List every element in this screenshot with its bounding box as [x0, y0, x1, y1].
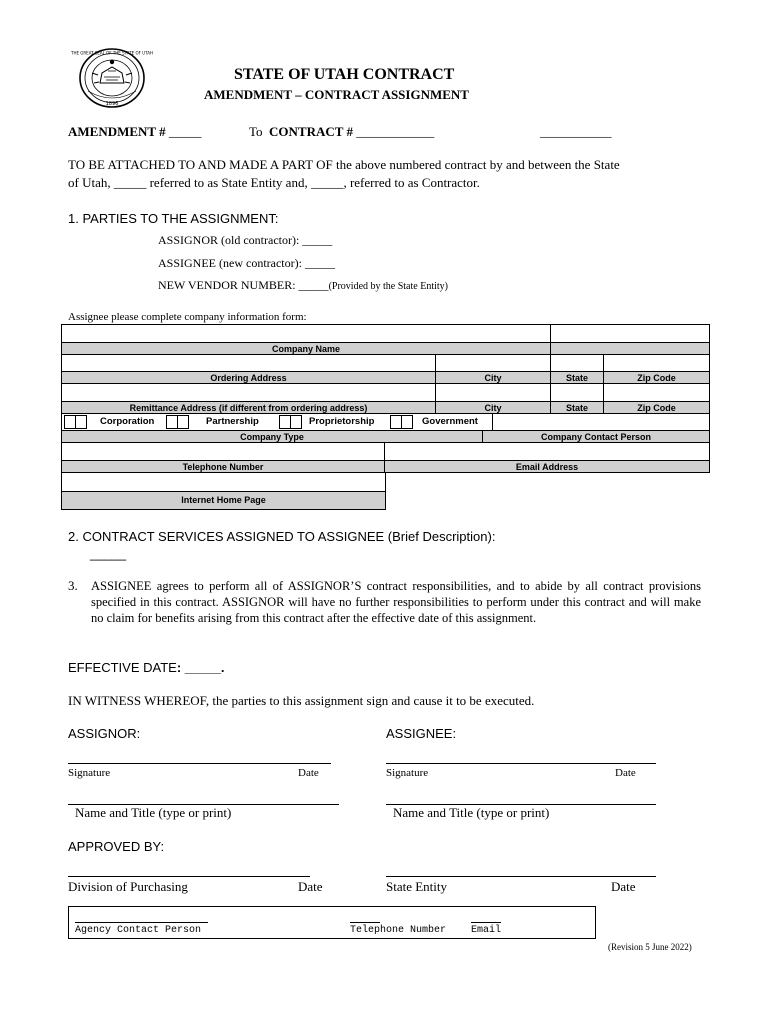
assignor-signature-line[interactable]	[68, 763, 331, 764]
contact-person-input[interactable]	[492, 413, 710, 431]
remittance-address-input[interactable]	[61, 383, 436, 402]
witness-statement: IN WITNESS WHEREOF, the parties to this assignment sign and cause it to be executed.	[68, 693, 535, 708]
ordering-zip-label: Zip Code	[603, 371, 710, 384]
extra-field[interactable]: ___________	[540, 124, 612, 139]
ordering-address-label: Ordering Address	[61, 371, 436, 384]
form-intro: Assignee please complete company information form:	[68, 311, 307, 323]
remittance-zip-label: Zip Code	[603, 401, 710, 414]
assignor-field[interactable]: ASSIGNOR (old contractor): _____	[158, 233, 333, 247]
intro-line-1: TO BE ATTACHED TO AND MADE A PART OF the above numbered contract by and between the State	[68, 157, 620, 172]
assignee-signature-line[interactable]	[386, 763, 656, 764]
amendment-number-field[interactable]: _____	[168, 124, 202, 139]
page-title: STATE OF UTAH CONTRACT	[234, 66, 455, 83]
company-extra-input[interactable]	[550, 324, 710, 343]
effective-date-line	[68, 660, 225, 675]
contract-number-field[interactable]: ____________	[356, 124, 435, 139]
agency-phone-line[interactable]	[350, 922, 380, 923]
remittance-address-label: Remittance Address (if different from ordering address)	[61, 401, 436, 414]
partnership-checkbox-2[interactable]	[177, 415, 189, 429]
remittance-state-input[interactable]	[550, 383, 604, 402]
telephone-label: Telephone Number	[61, 460, 385, 473]
remittance-state-label: State	[550, 401, 604, 414]
telephone-input[interactable]	[61, 442, 385, 461]
state-entity-date-label: Date	[611, 879, 636, 894]
ordering-city-input[interactable]	[435, 354, 551, 372]
amendment-label: AMENDMENT #	[68, 124, 166, 139]
remittance-city-label: City	[435, 401, 551, 414]
to-label: To	[249, 124, 263, 139]
ordering-state-label: State	[550, 371, 604, 384]
assignee-signature-label: Signature	[386, 767, 429, 779]
ordering-state-input[interactable]	[550, 354, 604, 372]
remittance-city-input[interactable]	[435, 383, 551, 402]
assignor-signature-label: Signature	[68, 767, 111, 779]
vendor-number-field[interactable]	[158, 278, 448, 293]
approved-by-heading: APPROVED BY:	[68, 839, 165, 854]
assignee-name-title-label: Name and Title (type or print)	[393, 805, 550, 820]
purchasing-date-label: Date	[298, 879, 323, 894]
homepage-label: Internet Home Page	[61, 491, 386, 510]
section-3-number: 3.	[68, 578, 78, 593]
proprietorship-label: Proprietorship	[309, 416, 375, 427]
contact-person-label: Company Contact Person	[482, 430, 710, 443]
assignor-date-label: Date	[298, 767, 319, 779]
company-type-label: Company Type	[61, 430, 483, 443]
purchasing-signature-line[interactable]	[68, 876, 310, 877]
section-1-heading: 1. PARTIES TO THE ASSIGNMENT:	[68, 211, 279, 226]
page-subtitle: AMENDMENT – CONTRACT ASSIGNMENT	[204, 87, 469, 102]
agency-phone-label: Telephone Number	[350, 925, 447, 936]
remittance-zip-input[interactable]	[603, 383, 710, 402]
section-3-text: ASSIGNEE agrees to perform all of ASSIGNOR’S contract responsibilities, and to abide by all contract provisions specified in this contract. ASSIGNOR will have no further responsibilities to perform under this contract and will make no claim for benefits arising from this contract after the effective date of this assignment.	[91, 579, 701, 625]
agency-contact-line[interactable]	[75, 922, 208, 923]
government-checkbox-2[interactable]	[401, 415, 413, 429]
svg-text:THE GREAT SEAL OF THE STATE OF: THE GREAT SEAL OF THE STATE OF UTAH	[71, 50, 153, 56]
assignor-name-title-label: Name and Title (type or print)	[75, 805, 232, 820]
agency-email-label: Email	[471, 925, 502, 936]
purchasing-label: Division of Purchasing	[68, 879, 188, 894]
email-input[interactable]	[384, 442, 710, 461]
corporation-label: Corporation	[100, 416, 155, 427]
vendor-number-label: NEW VENDOR NUMBER: _____	[158, 278, 329, 292]
revision-note: (Revision 5 June 2022)	[608, 942, 692, 952]
ordering-city-label: City	[435, 371, 551, 384]
corporation-checkbox-2[interactable]	[75, 415, 87, 429]
intro-line-2: of Utah, _____ referred to as State Entity and, _____, referred to as Contractor.	[68, 175, 480, 190]
amendment-line	[68, 124, 201, 140]
company-name-input[interactable]	[61, 324, 551, 343]
contract-label: CONTRACT #	[269, 124, 353, 139]
partnership-label: Partnership	[206, 416, 259, 427]
state-seal-image	[71, 47, 153, 109]
vendor-number-note: (Provided by the State Entity)	[328, 281, 448, 292]
ordering-address-input[interactable]	[61, 354, 436, 372]
effective-date-colon: :	[176, 660, 182, 675]
section-2-heading: 2. CONTRACT SERVICES ASSIGNED TO ASSIGNEE (Brief Description):	[68, 529, 496, 544]
agency-contact-label: Agency Contact Person	[75, 925, 202, 936]
contract-line	[249, 124, 434, 140]
agency-email-line[interactable]	[471, 922, 501, 923]
assignee-date-label: Date	[615, 767, 636, 779]
effective-date-field[interactable]: _____.	[181, 660, 225, 675]
svg-text:1896: 1896	[105, 101, 119, 107]
assignee-field[interactable]: ASSIGNEE (new contractor): _____	[158, 256, 335, 270]
government-label: Government	[422, 416, 478, 427]
assignee-heading: ASSIGNEE:	[386, 726, 457, 741]
company-name-label: Company Name	[61, 342, 551, 355]
ordering-zip-input[interactable]	[603, 354, 710, 372]
email-label: Email Address	[384, 460, 710, 473]
state-entity-label: State Entity	[386, 879, 448, 894]
effective-date-label: EFFECTIVE DATE	[68, 660, 177, 675]
assignor-heading: ASSIGNOR:	[68, 726, 141, 741]
homepage-input[interactable]	[61, 472, 386, 492]
state-entity-signature-line[interactable]	[386, 876, 656, 877]
proprietorship-checkbox-2[interactable]	[290, 415, 302, 429]
services-description-field[interactable]: _____	[90, 546, 127, 561]
